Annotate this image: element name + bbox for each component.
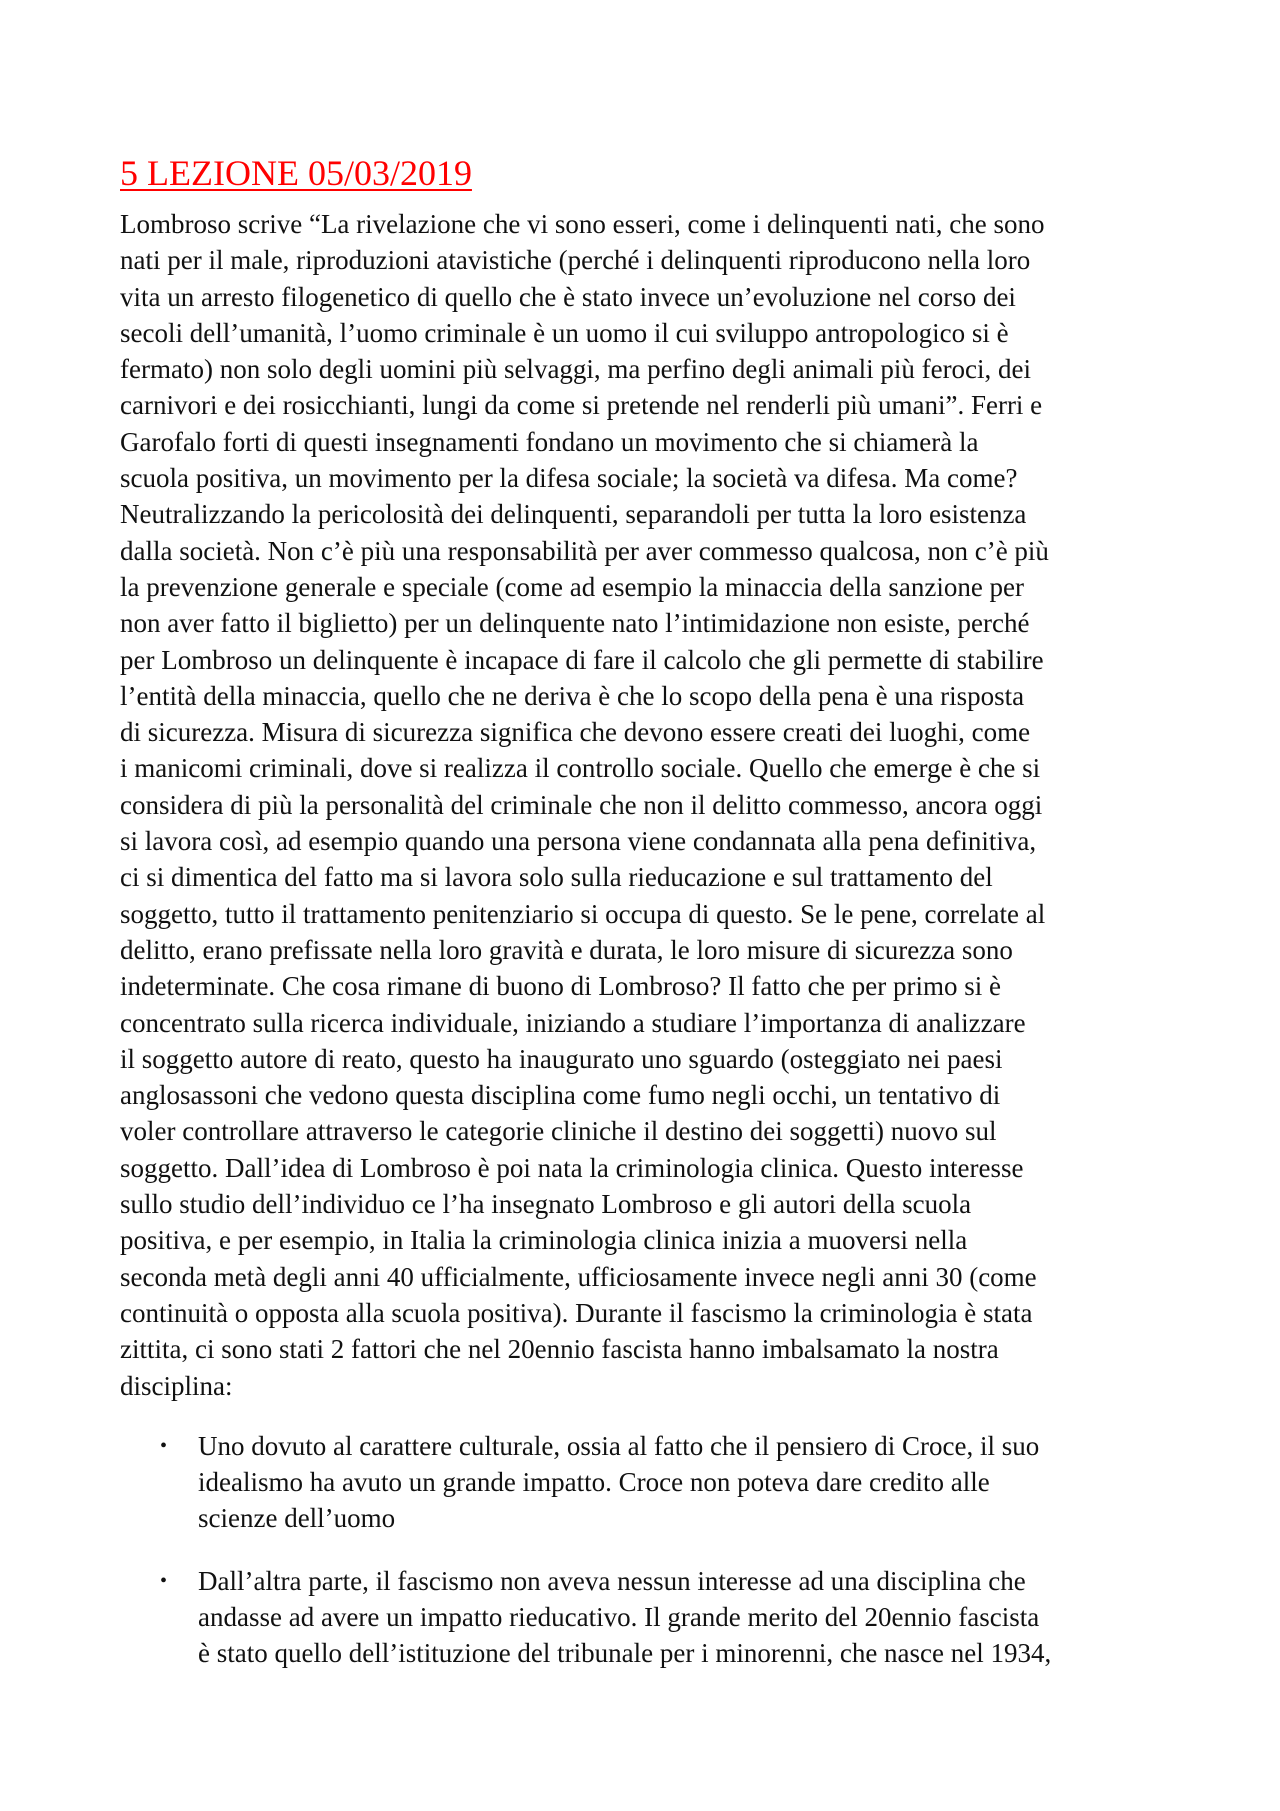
paragraph-line: positiva, e per esempio, in Italia la criminologia clinica inizia a muoversi nella [120,1225,968,1256]
bullet-line: Dall’altra parte, il fascismo non aveva nessun interesse ad una disciplina che [198,1565,1026,1596]
paragraph-line: zittita, ci sono stati 2 fattori che nel 20ennio fascista hanno imbalsamato la nostra [120,1334,999,1365]
paragraph-line: indeterminate. Che cosa rimane di buono di Lombroso? Il fatto che per primo si è [120,971,1001,1002]
lesson-title: 5 LEZIONE 05/03/2019 [120,153,472,193]
bullet-line: è stato quello dell’istituzione del tribunale per i minorenni, che nasce nel 1934, [198,1638,1052,1669]
bullet-item-croce [120,1428,1165,1537]
paragraph-line: delitto, erano prefissate nella loro gravità e durata, le loro misure di sicurezza sono [120,934,1013,965]
paragraph-line: voler controllare attraverso le categorie cliniche il destino dei soggetti) nuovo sul [120,1116,997,1147]
main-paragraph [120,206,1165,1404]
paragraph-line: dalla società. Non c’è più una responsabilità per aver commesso qualcosa, non c’è più [120,535,1049,566]
paragraph-line: vita un arresto filogenetico di quello che è stato invece un’evoluzione nel corso dei [120,281,1016,312]
paragraph-line: concentrato sulla ricerca individuale, iniziando a studiare l’importanza di analizzare [120,1007,1026,1038]
paragraph-line: per Lombroso un delinquente è incapace di fare il calcolo che gli permette di stabilire [120,644,1044,675]
paragraph-line: carnivori e dei rosicchianti, lungi da come si pretende nel renderli più umani”. Ferri e [120,390,1043,421]
paragraph-line: Lombroso scrive “La rivelazione che vi sono esseri, come i delinquenti nati, che sono [120,209,1045,239]
paragraph-line: anglosassoni che vedono questa disciplina come fumo negli occhi, un tentativo di [120,1080,1001,1111]
paragraph-line: Garofalo forti di questi insegnamenti fondano un movimento che si chiamerà la [120,426,979,457]
bullet-item-fascismo [120,1563,1165,1672]
paragraph-line: il soggetto autore di reato, questo ha inaugurato uno sguardo (osteggiato nei paesi [120,1043,1003,1074]
paragraph-line: nati per il male, riproduzioni atavistiche (perché i delinquenti riproducono nella loro [120,245,1031,276]
bullet-line: scienze dell’uomo [198,1503,396,1534]
bullet-marker: • [160,1569,168,1592]
paragraph-line: la prevenzione generale e speciale (come ad esempio la minaccia della sanzione per [120,571,1025,602]
document-content [120,150,1165,1698]
bullet-line: andasse ad avere un impatto rieducativo. Il grande merito del 20ennio fascista [198,1601,1040,1632]
paragraph-line: considera di più la personalità del criminale che non il delitto commesso, ancora oggi [120,789,1043,820]
paragraph-line: seconda metà degli anni 40 ufficialmente, ufficiosamente invece negli anni 30 (come [120,1261,1037,1292]
paragraph-line: i manicomi criminali, dove si realizza il controllo sociale. Quello che emerge è che si [120,753,1041,784]
paragraph-line: non aver fatto il biglietto) per un delinquente nato l’intimidazione non esiste, perché [120,608,1030,639]
bullet-marker: • [160,1434,168,1457]
bullet-line: idealismo ha avuto un grande impatto. Croce non poteva dare credito alle [198,1467,990,1498]
paragraph-line: di sicurezza. Misura di sicurezza significa che devono essere creati dei luoghi, come [120,717,1031,748]
paragraph-line: secoli dell’umanità, l’uomo criminale è un uomo il cui sviluppo antropologico si è [120,317,1009,348]
paragraph-line: l’entità della minaccia, quello che ne deriva è che lo scopo della pena è una risposta [120,680,1025,711]
bullet-list [120,1428,1165,1672]
paragraph-line: soggetto. Dall’idea di Lombroso è poi nata la criminologia clinica. Questo interesse [120,1152,1024,1183]
bullet-line: Uno dovuto al carattere culturale, ossia al fatto che il pensiero di Croce, il suo [198,1430,1040,1461]
paragraph-line: scuola positiva, un movimento per la difesa sociale; la società va difesa. Ma come? [120,463,1018,494]
paragraph-line: fermato) non solo degli uomini più selvaggi, ma perfino degli animali più feroci, dei [120,354,1032,385]
paragraph-line: disciplina: [120,1370,233,1401]
paragraph-line: si lavora così, ad esempio quando una persona viene condannata alla pena definitiva, [120,826,1037,857]
paragraph-line: continuità o opposta alla scuola positiva). Durante il fascismo la criminologia è stata [120,1297,1033,1328]
paragraph-line: soggetto, tutto il trattamento penitenziario si occupa di questo. Se le pene, correlate al [120,898,1046,929]
paragraph-line: ci si dimentica del fatto ma si lavora solo sulla rieducazione e sul trattamento del [120,862,993,893]
paragraph-line: sullo studio dell’individuo ce l’ha insegnato Lombroso e gli autori della scuola [120,1189,972,1220]
paragraph-line: Neutralizzando la pericolosità dei delinquenti, separandoli per tutta la loro esistenza [120,499,1027,530]
